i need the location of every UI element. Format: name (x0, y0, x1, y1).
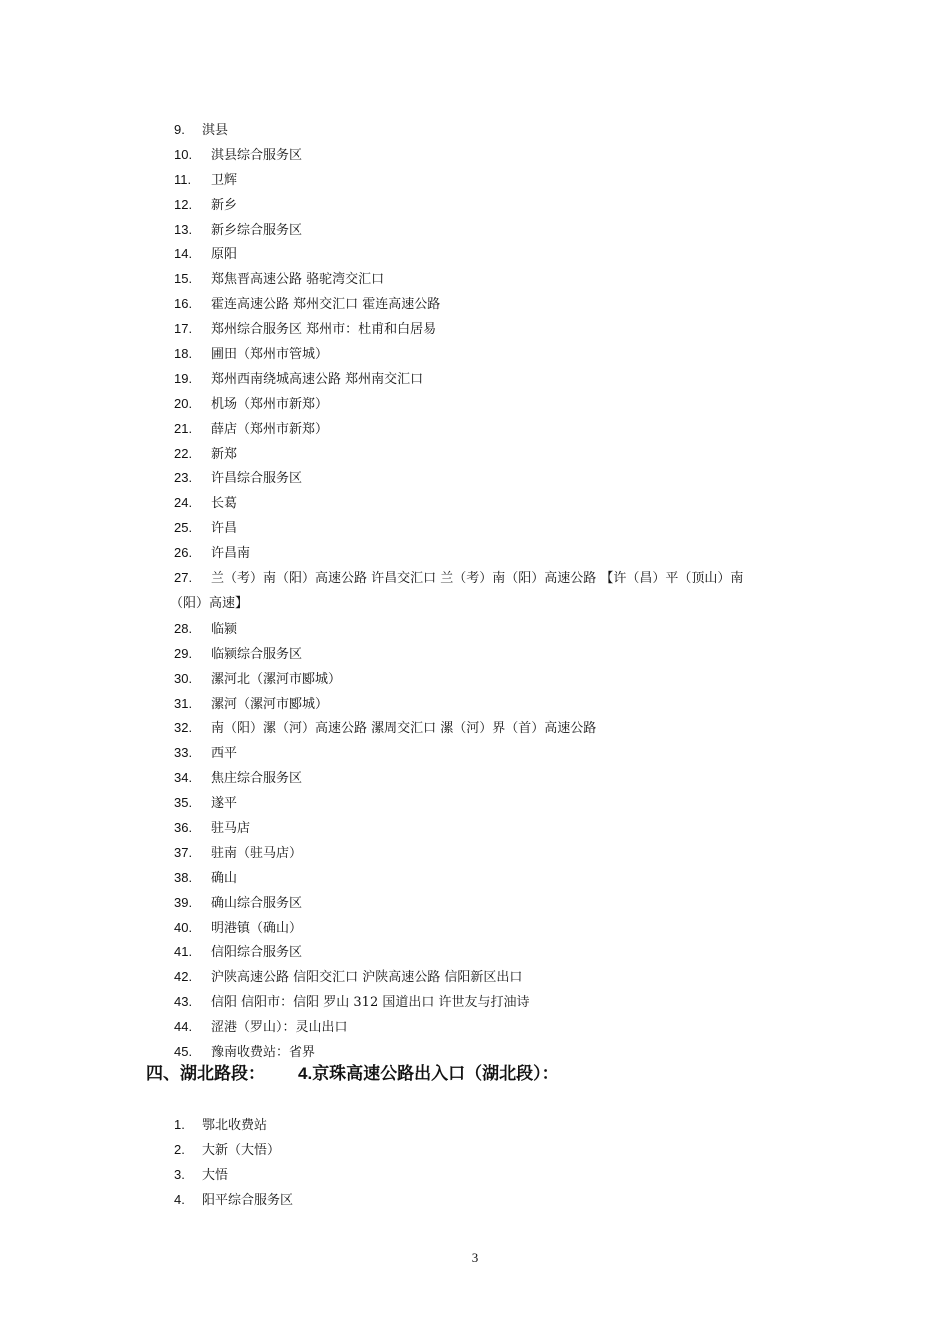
list-item (174, 442, 814, 467)
page-number: 3 (471, 1250, 479, 1265)
list-item (174, 466, 814, 491)
list-item-text: 临颍综合服务区 (211, 646, 303, 662)
list-item (174, 990, 814, 1015)
list-item-text: 郑州西南绕城高速公路 郑州南交汇口 (211, 371, 424, 387)
list-item-text: 圃田（郑州市管城） (211, 347, 329, 363)
list-item (174, 392, 814, 417)
list-item-number: 42. (174, 969, 193, 985)
list-item (174, 541, 814, 566)
list-item (174, 168, 814, 193)
list-item-number: 39. (174, 894, 193, 910)
list-item (174, 841, 814, 866)
list-item-number: 10. (174, 146, 193, 162)
list-item-text: 长葛 (211, 496, 238, 512)
list-item (174, 741, 814, 766)
list-item-number: 36. (174, 819, 193, 835)
list-item-number: 38. (174, 869, 193, 885)
list-item-text: 淇县 (202, 123, 229, 138)
list-item-text: 涩港（罗山）：灵山出口 (211, 1020, 348, 1036)
list-item-number: 15. (174, 271, 193, 287)
list-item-number: 13. (174, 221, 193, 237)
section-heading-label: 四、湖北路段： (146, 1064, 265, 1084)
list-item-number: 2. (174, 1141, 185, 1157)
list-item-number: 23. (174, 470, 193, 486)
list-item (174, 317, 814, 342)
list-item (174, 766, 814, 791)
list-item-text: 明港镇（确山） (211, 920, 303, 936)
list-item-text: 信阳综合服务区 (211, 945, 303, 961)
list-item-text: 确山综合服务区 (211, 895, 303, 911)
list-item (174, 342, 814, 367)
list-item (174, 891, 814, 916)
list-item (174, 716, 814, 741)
list-item-text: 大悟 (202, 1167, 229, 1183)
list-item-text: 遂平 (211, 796, 238, 812)
list-item-text: 大新（大悟） (202, 1142, 281, 1158)
list-item-27 (170, 566, 814, 617)
list-item (174, 940, 814, 965)
list-item-text: 卫辉 (211, 172, 238, 188)
list-item-text: 确山 (211, 870, 238, 886)
list-group-hubei (174, 1113, 814, 1213)
list-item-number: 31. (174, 695, 193, 711)
list-item-text-continued: （阳）高速】 (170, 595, 249, 611)
list-item (174, 491, 814, 516)
list-item-text: 郑焦晋高速公路 骆驼湾交汇口 (211, 272, 385, 288)
list-item (174, 143, 814, 168)
list-item-number: 33. (174, 745, 193, 761)
list-item-text: 鄂北收费站 (202, 1118, 268, 1133)
list-item-text: 沪陕高速公路 信阳交汇口 沪陕高速公路 信阳新区出口 (211, 970, 523, 986)
list-item-text: 新郑 (211, 446, 238, 462)
list-item-number: 37. (174, 844, 193, 860)
list-item (174, 193, 814, 218)
list-item-text: 新乡综合服务区 (211, 222, 303, 238)
list-item-text: 漯河北（漯河市郾城） (211, 671, 342, 687)
list-item-text: 霍连高速公路 郑州交汇口 霍连高速公路 (211, 297, 441, 313)
list-group-2 (174, 617, 814, 1065)
list-item-text: 新乡 (211, 197, 238, 213)
list-item (174, 965, 814, 990)
list-item-number: 17. (174, 321, 193, 337)
list-item-number: 19. (174, 370, 193, 386)
list-item-text: 西平 (211, 746, 238, 762)
list-item (174, 1163, 814, 1188)
list-item-number: 34. (174, 770, 193, 786)
list-item (174, 642, 814, 667)
hubei-exit-list (174, 1113, 814, 1213)
list-item (174, 866, 814, 891)
list-item-number: 44. (174, 1019, 193, 1035)
list-item (174, 1113, 814, 1138)
list-item (174, 218, 814, 243)
list-item-number: 27. (174, 570, 193, 586)
list-item-number: 22. (174, 445, 193, 461)
list-item-number: 11. (174, 171, 192, 187)
list-item-text: 豫南收费站：省界 (211, 1044, 316, 1060)
list-item-number: 1. (174, 1117, 185, 1132)
list-item-text: 兰（考）南（阳）高速公路 许昌交汇口 兰（考）南（阳）高速公路 【许（昌）平（顶山）南 (211, 571, 744, 587)
list-item-text: 临颍 (211, 621, 238, 637)
list-item-number: 43. (174, 994, 193, 1010)
henan-exit-list (170, 118, 814, 1065)
section-heading-number: 4. (298, 1064, 313, 1083)
list-item-text: 淇县综合服务区 (211, 147, 303, 163)
list-item-number: 32. (174, 720, 193, 736)
list-item-text: 阳平综合服务区 (202, 1192, 294, 1208)
list-item-text: 漯河（漯河市郾城） (211, 696, 329, 712)
list-item-number: 16. (174, 296, 193, 312)
list-item-text: 信阳 信阳市：信阳 罗山 312 国道出口 许世友与打油诗 (211, 995, 530, 1011)
list-item-number: 24. (174, 495, 193, 511)
list-item (174, 916, 814, 941)
list-item-text: 许昌 (211, 521, 238, 537)
list-item (174, 516, 814, 541)
list-item-number: 3. (174, 1166, 185, 1182)
list-item (174, 242, 814, 267)
list-item-number: 41. (174, 944, 193, 960)
list-item-number: 25. (174, 520, 193, 536)
list-item-text: 原阳 (211, 247, 238, 263)
list-item-number: 14. (174, 246, 193, 262)
list-item (174, 417, 814, 442)
section-heading-title: 京珠高速公路出入口（湖北段）： (312, 1064, 559, 1084)
list-item-number: 40. (174, 919, 193, 935)
list-item-text: 焦庄综合服务区 (211, 771, 303, 787)
list-item-number: 18. (174, 346, 193, 362)
list-item-text: 南（阳）漯（河）高速公路 漯周交汇口 漯（河）界（首）高速公路 (211, 721, 597, 737)
list-item-number: 30. (174, 670, 193, 686)
list-item-number: 20. (174, 395, 193, 411)
list-item-text: 机场（郑州市新郑） (211, 396, 329, 412)
list-item-text: 许昌综合服务区 (211, 471, 303, 487)
list-item-text: 郑州综合服务区 郑州市：杜甫和白居易 (211, 322, 437, 338)
list-item-text: 驻南（驻马店） (211, 845, 303, 861)
list-item (174, 1188, 814, 1213)
list-item-number: 35. (174, 795, 193, 811)
list-item-text: 驻马店 (211, 820, 251, 836)
list-item (174, 791, 814, 816)
list-item-number: 26. (174, 545, 193, 561)
list-item-number: 21. (174, 420, 193, 436)
list-item (174, 692, 814, 717)
list-item-text: 薛店（郑州市新郑） (211, 421, 329, 437)
list-item-number: 9. (174, 122, 185, 137)
list-item (174, 118, 814, 143)
list-item-number: 45. (174, 1043, 193, 1059)
list-item (174, 667, 814, 692)
list-item-text: 许昌南 (211, 546, 251, 562)
list-item (174, 292, 814, 317)
list-group-1 (174, 118, 814, 566)
list-item (174, 617, 814, 642)
list-item-number: 12. (174, 196, 193, 212)
section-heading (146, 1060, 559, 1088)
list-item (174, 1138, 814, 1163)
list-item (174, 367, 814, 392)
list-item-number: 4. (174, 1191, 185, 1207)
list-item-number: 29. (174, 645, 193, 661)
list-item-number: 28. (174, 620, 193, 636)
list-item (174, 816, 814, 841)
list-item (174, 267, 814, 292)
list-item (174, 1015, 814, 1040)
